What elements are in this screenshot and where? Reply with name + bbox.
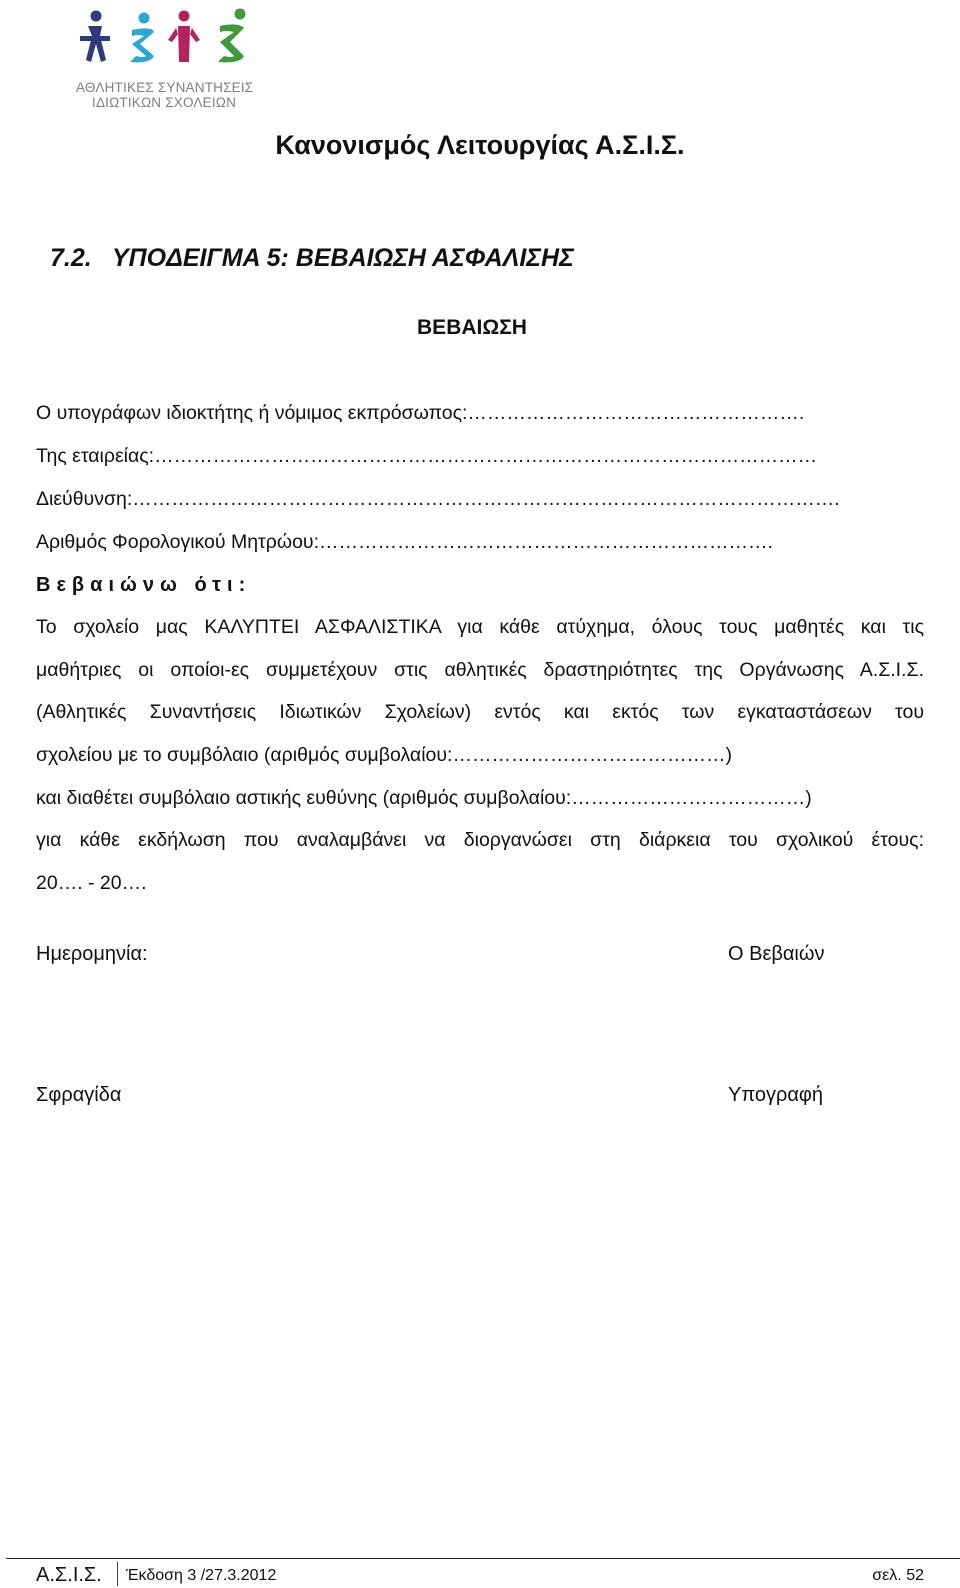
footer-version: Έκδοση 3 /27.3.2012 xyxy=(126,1567,277,1584)
logo-figure-body xyxy=(86,26,106,62)
certifier-label: Ο Βεβαιών xyxy=(728,943,825,965)
body-line: (Αθλητικές Συναντήσεις Ιδιωτικών Σχολείων) εντός και εκτός των εγκαταστάσεων του xyxy=(36,701,924,723)
logo-text-line2: ΙΔΙΩΤΙΚΩΝ ΣΧΟΛΕΙΩΝ xyxy=(92,95,237,110)
address-field: Διεύθυνση:………………………………………………………………………………………………. xyxy=(36,488,840,510)
document-title: ΒΕΒΑΙΩΣΗ xyxy=(417,316,527,339)
footer-divider xyxy=(6,1558,960,1559)
logo-text-line1: ΑΘΛΗΤΙΚΕΣ ΣΥΝΑΝΤΗΣΕΙΣ xyxy=(76,80,254,95)
certify-heading: Βεβαιώνω ότι: xyxy=(36,574,252,596)
body-line: σχολείου με το συμβόλαιο (αριθμός συμβολαίου:……………………………………) xyxy=(36,744,732,766)
section-title: ΥΠΟΔΕΙΓΜΑ 5: ΒΕΒΑΙΩΣΗ ΑΣΦΑΛΙΣΗΣ xyxy=(112,244,574,272)
logo-figure-head xyxy=(91,11,102,22)
section-number: 7.2. xyxy=(50,244,92,272)
page-title: Κανονισμός Λειτουργίας Α.Σ.Ι.Σ. xyxy=(275,130,685,160)
footer-org: Α.Σ.Ι.Σ. xyxy=(36,1564,102,1586)
footer-separator xyxy=(117,1562,118,1586)
body-line: και διαθέτει συμβόλαιο αστικής ευθύνης (αριθμός συμβολαίου:………………………………) xyxy=(36,787,812,809)
stamp-label: Σφραγίδα xyxy=(36,1084,122,1106)
body-line: Το σχολείο μας ΚΑΛΥΠΤΕΙ ΑΣΦΑΛΙΣΤΙΚΑ για κάθε ατύχημα, όλους τους μαθητές και τις xyxy=(36,616,924,638)
date-label: Ημερομηνία: xyxy=(36,943,148,965)
school-year-line: 20…. - 20…. xyxy=(36,872,147,894)
body-line: μαθήτριες οι οποίοι-ες συμμετέχουν στις αθλητικές δραστηριότητες της Οργάνωσης Α.Σ.Ι.Σ. xyxy=(36,659,924,681)
company-field: Της εταιρείας:………………………………………………………………………………………… xyxy=(36,445,818,467)
body-line: για κάθε εκδήλωση που αναλαμβάνει να διοργανώσει στη διάρκεια του σχολικού έτους: xyxy=(36,829,924,851)
signature-label: Υπογραφή xyxy=(728,1084,824,1106)
tax-id-field: Αριθμός Φορολογικού Μητρώου:……………………………………………………………. xyxy=(36,531,773,553)
footer-page-number: σελ. 52 xyxy=(872,1567,924,1584)
section-heading xyxy=(50,244,574,273)
signer-field: Ο υπογράφων ιδιοκτήτης ή νόμιμος εκπρόσωπος:……………………………………………. xyxy=(36,402,805,424)
